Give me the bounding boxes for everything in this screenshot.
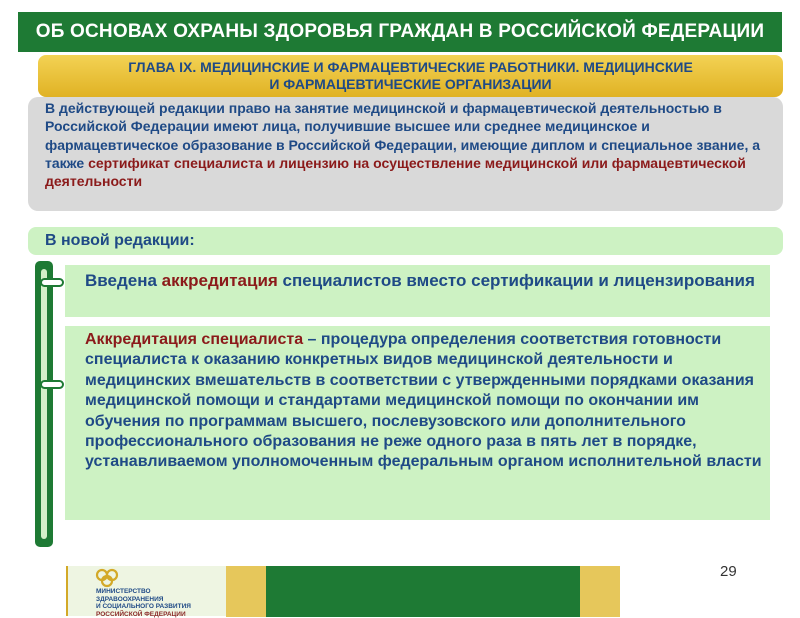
bullet-connector-2	[40, 380, 64, 389]
footer-bar-green	[266, 566, 580, 617]
point-1-text	[85, 270, 765, 292]
ministry-line3: И СОЦИАЛЬНОГО РАЗВИТИЯ	[96, 603, 191, 611]
point-2-text	[85, 330, 765, 473]
current-edition-body: В действующей редакции право на занятие медицинской и фармацевтической деятельностью в Российской Федерации имеют лица, получившие высшее или среднее медицинское и фармацевтическое образование в Российской Федерации, имеющие диплом и специальное звание, а также	[45, 100, 760, 171]
ministry-name	[96, 588, 191, 618]
footer-bar-gold-right	[580, 566, 620, 617]
bracket-inner	[41, 269, 47, 539]
chapter-title-line1: ГЛАВА IX. МЕДИЦИНСКИЕ И ФАРМАЦЕВТИЧЕСКИЕ РАБОТНИКИ. МЕДИЦИНСКИЕ	[38, 59, 783, 76]
current-edition-highlight: сертификат специалиста и лицензию на осуществление медицинской или фармацевтической деятельности	[45, 155, 746, 189]
point-1-highlight: аккредитация	[162, 271, 278, 290]
ministry-line2: ЗДРАВООХРАНЕНИЯ	[96, 596, 191, 604]
point-1-prefix: Введена	[85, 271, 162, 290]
point-1-suffix: специалистов вместо сертификации и лицензирования	[278, 271, 755, 290]
footer-bar-gold-left	[226, 566, 266, 617]
ministry-logo	[66, 566, 228, 616]
page-number: 29	[720, 563, 737, 580]
chapter-banner	[38, 55, 783, 97]
slide-title: ОБ ОСНОВАХ ОХРАНЫ ЗДОРОВЬЯ ГРАЖДАН В РОССИЙСКОЙ ФЕДЕРАЦИИ	[36, 21, 765, 43]
current-edition-text	[45, 99, 780, 190]
new-edition-label: В новой редакции:	[45, 232, 195, 250]
ministry-line4: РОССИЙСКОЙ ФЕДЕРАЦИИ	[96, 611, 191, 618]
bullet-connector-1	[40, 278, 64, 287]
point-2-highlight: Аккредитация специалиста	[85, 331, 303, 348]
chapter-title-line2: И ФАРМАЦЕВТИЧЕСКИЕ ОРГАНИЗАЦИИ	[38, 76, 783, 93]
ministry-line1: МИНИСТЕРСТВО	[96, 588, 191, 596]
point-2-body: – процедура определения соответствия готовности специалиста к оказанию конкретных видов медицинской деятельности и медицинских вмешательств в соответствии с утвержденными порядками оказания медицинской помощи и стандартами медицинской помощи по окончании им обучения по программам высшего, послевузовского или дополнительного профессионального образования не реже одного раза в пять лет в порядке, устанавливаемом уполномоченным федеральным органом исполнительной власти	[85, 331, 762, 470]
bracket-decoration	[35, 261, 53, 547]
ministry-emblem-icon	[94, 568, 120, 588]
slide-header	[18, 12, 782, 52]
